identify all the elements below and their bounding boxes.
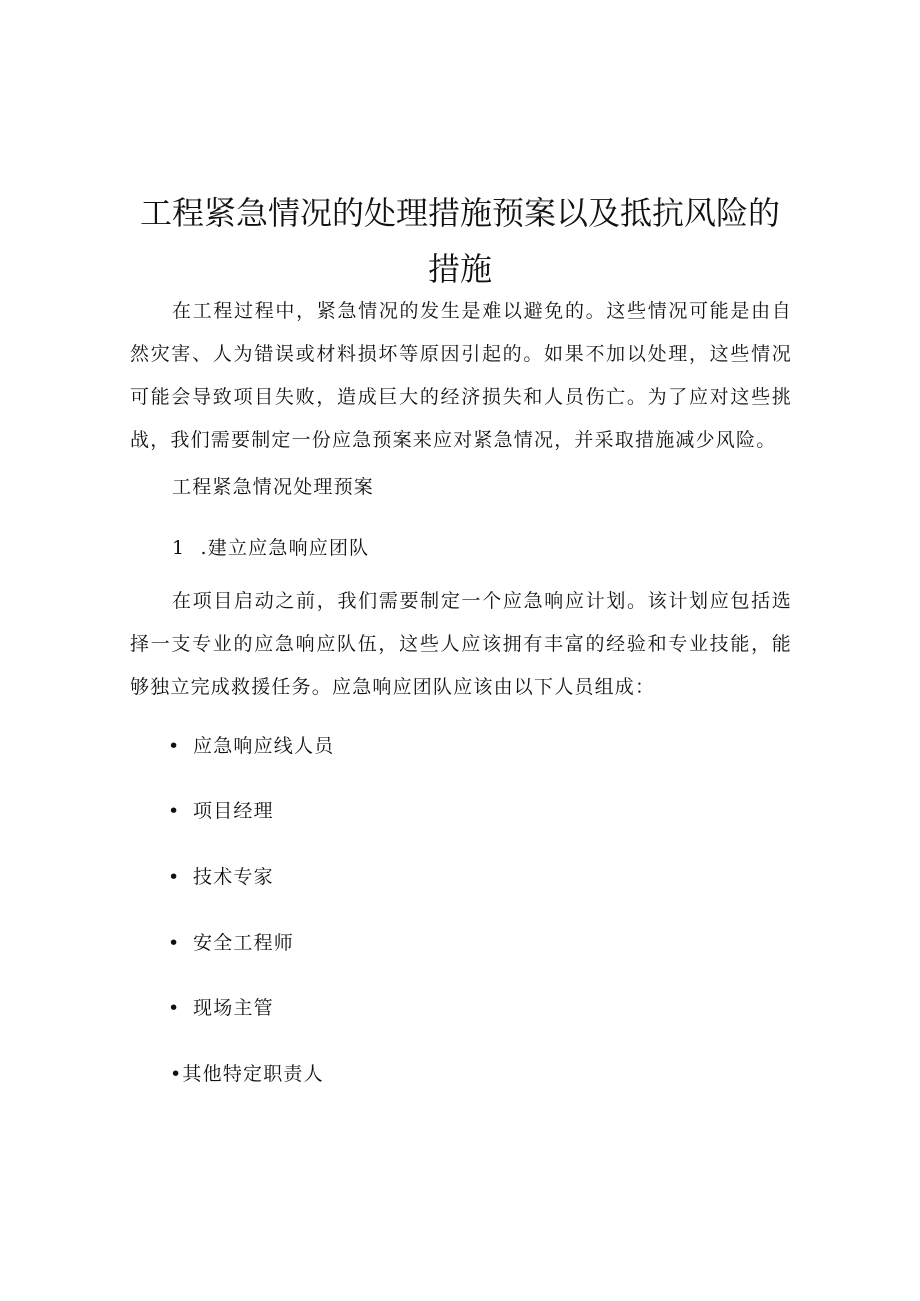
list-item-text: 技术专家 bbox=[193, 866, 274, 888]
subsection-title: .建立应急响应团队 bbox=[200, 537, 370, 559]
bullet-marker: • bbox=[168, 932, 180, 954]
bullet-marker: • bbox=[168, 866, 180, 888]
bullet-marker: • bbox=[168, 997, 180, 1019]
subsection-paragraph: 在项目启动之前，我们需要制定一个应急响应计划。该计划应包括选择一支专业的应急响应队伍，这些人应该拥有丰富的经验和专业技能，能够独立完成救援任务。应急响应团队应该由以下人员组成： bbox=[130, 590, 792, 698]
list-item-text: 安全工程师 bbox=[193, 932, 295, 954]
bullet-marker: • bbox=[170, 1063, 183, 1085]
list-item-text: 应急响应线人员 bbox=[193, 735, 335, 757]
section-heading: 工程紧急情况处理预案 bbox=[172, 476, 375, 498]
subsection-heading bbox=[172, 533, 369, 563]
bullet-marker: • bbox=[168, 735, 180, 757]
document-title: 工程紧急情况的处理措施预案以及抵抗风险的措施 bbox=[139, 194, 780, 288]
list-item bbox=[170, 1059, 324, 1089]
subsection-number: 1 bbox=[172, 537, 186, 559]
list-item-text: 项目经理 bbox=[193, 800, 274, 822]
list-item-text: 现场主管 bbox=[193, 997, 274, 1019]
list-item-text: 其他特定职责人 bbox=[182, 1063, 324, 1085]
intro-paragraph: 在工程过程中，紧急情况的发生是难以避免的。这些情况可能是由自然灾害、人为错误或材料损坏等原因引起的。如果不加以处理，这些情况可能会导致项目失败，造成巨大的经济损失和人员伤亡。为了应对这些挑战，我们需要制定一份应急预案来应对紧急情况，并采取措施减少风险。 bbox=[130, 300, 792, 451]
bullet-marker: • bbox=[168, 800, 180, 822]
